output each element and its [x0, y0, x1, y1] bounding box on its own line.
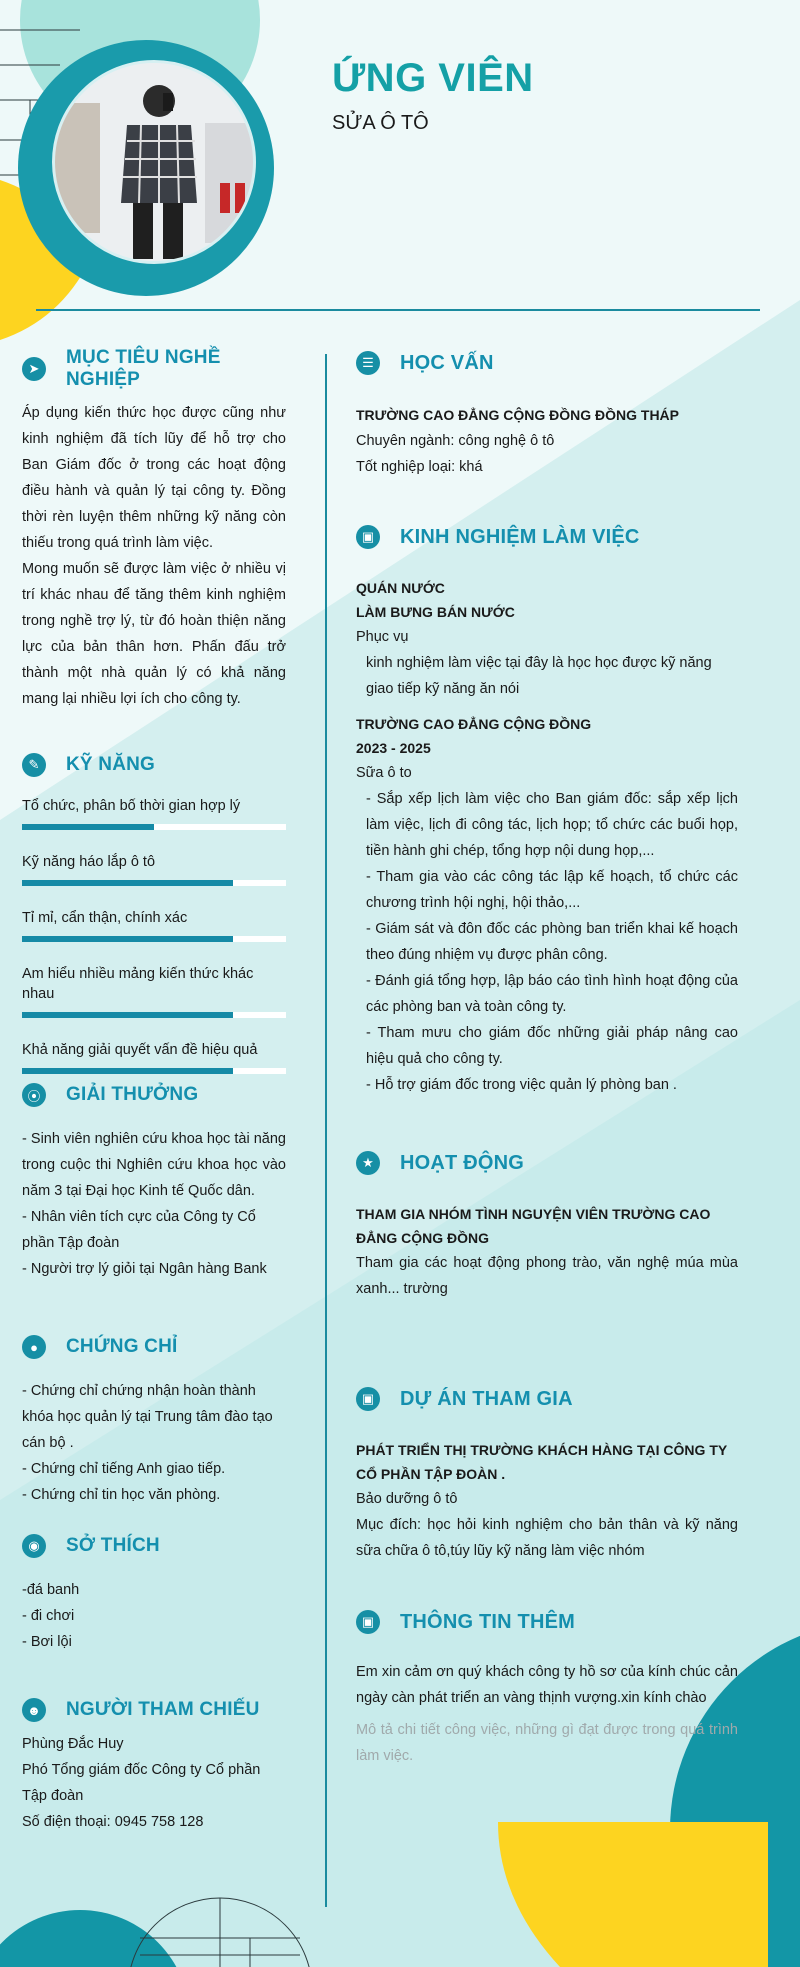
skill-item: [22, 1040, 286, 1074]
projects-section: [356, 1382, 738, 1564]
skills-section: [22, 748, 286, 1096]
skill-bar: [22, 936, 286, 942]
education-section: [356, 346, 738, 480]
skill-item: [22, 796, 286, 830]
section-title: KINH NGHIỆM LÀM VIỆC: [400, 525, 640, 548]
job-description: - Giám sát và đôn đốc các phòng ban triển khai kế hoạch theo đúng nhiệm vụ được phân công.: [366, 921, 738, 963]
section-title: HỌC VẤN: [400, 351, 494, 374]
more-info-placeholder: Mô tả chi tiết công việc, những gì đạt được trong quá trình làm việc.: [356, 1722, 738, 1764]
certificates-section: [22, 1330, 286, 1508]
skill-bar: [22, 1012, 286, 1018]
skill-name: Kỹ năng háo lắp ô tô: [22, 854, 156, 870]
graduation-grade: Tốt nghiệp loại: khá: [356, 459, 483, 475]
skill-item: [22, 852, 286, 886]
section-title: GIẢI THƯỞNG: [66, 1084, 199, 1105]
section-title: DỰ ÁN THAM GIA: [400, 1387, 573, 1410]
skill-name: Tổ chức, phân bố thời gian hợp lý: [22, 798, 241, 814]
layers-icon: ☰: [356, 351, 380, 375]
job-description: - Tham mưu cho giám đốc những giải pháp nâng cao hiệu quả cho công ty.: [366, 1025, 738, 1067]
award-item: - Người trợ lý giỏi tại Ngân hàng Bank: [22, 1261, 267, 1277]
pencil-icon: ✎: [22, 753, 46, 777]
section-title: HOẠT ĐỘNG: [400, 1151, 525, 1174]
project-role: Bảo dưỡng ô tô: [356, 1491, 458, 1507]
career-goal-paragraph-2: Mong muốn sẽ được làm việc ở nhiều vị trí khác nhau để tăng thêm kinh nghiệm trong nghề trợ lý, từ đó hoàn thiện năng lực của bản thân hơn. Phấn đấu trở thành một nhà quản lý có khả năng mang lại nhiều lợi ích cho công ty.: [22, 561, 286, 707]
hobbies-section: [22, 1529, 286, 1655]
skill-bar: [22, 880, 286, 886]
column-divider: [325, 354, 327, 1907]
avatar: [52, 60, 256, 264]
skill-bar-fill: [22, 1068, 233, 1074]
more-info-section: [356, 1605, 738, 1769]
activities-section: [356, 1146, 738, 1302]
experience-item: [356, 576, 738, 702]
job-description: kinh nghiệm làm việc tại đây là học học được kỹ năng giao tiếp kỹ năng ăn nói: [366, 655, 712, 697]
user-icon: ☻: [22, 1698, 46, 1722]
section-title: MỤC TIÊU NGHỀ NGHIỆP: [66, 347, 221, 390]
hobby-item: - đi chơi: [22, 1608, 75, 1624]
certificate-item: - Chứng chỉ tin học văn phòng.: [22, 1487, 221, 1503]
activity-organization: THAM GIA NHÓM TÌNH NGUYỆN VIÊN TRƯỜNG CAO ĐẲNG CỘNG ĐỒNG: [356, 1206, 711, 1246]
company-name: QUÁN NƯỚC: [356, 580, 445, 596]
gamepad-icon: ◉: [22, 1534, 46, 1558]
page-subtitle: SỬA Ô TÔ: [332, 112, 429, 134]
skills-list: [22, 796, 286, 1074]
job-period: 2023 - 2025: [356, 740, 431, 756]
skill-bar: [22, 824, 286, 830]
skill-item: [22, 908, 286, 942]
skill-name: Khả năng giải quyết vấn đề hiệu quả: [22, 1042, 258, 1058]
hobby-item: -đá banh: [22, 1582, 80, 1598]
person-photo-icon: [55, 63, 256, 264]
skill-bar-fill: [22, 824, 154, 830]
briefcase-icon: ▣: [356, 525, 380, 549]
section-title: THÔNG TIN THÊM: [400, 1610, 576, 1633]
info-card-icon: ▣: [356, 1610, 380, 1634]
references-section: [22, 1693, 286, 1835]
certificate-item: - Chứng chỉ chứng nhận hoàn thành khóa học quản lý tại Trung tâm đào tạo cán bộ .: [22, 1383, 273, 1451]
job-description: - Đánh giá tổng hợp, lập báo cáo tình hình hoạt động của các phòng ban và toàn công ty.: [366, 973, 738, 1015]
company-name: TRƯỜNG CAO ĐẲNG CỘNG ĐỒNG: [356, 716, 592, 732]
reference-name: Phùng Đắc Huy: [22, 1736, 124, 1752]
job-role: LÀM BƯNG BÁN NƯỚC: [356, 604, 515, 620]
award-item: - Sinh viên nghiên cứu khoa học tài năng trong cuộc thi Nghiên cứu khoa học vào năm 3 tại Đại học Kinh tế Quốc dân.: [22, 1131, 286, 1199]
more-info-text: Em xin cảm ơn quý khách công ty hồ sơ của kính chúc cản ngày càn phát triển an vàng thịnh vượng.xin kính chào: [356, 1664, 738, 1706]
job-position: Phục vụ: [356, 629, 409, 645]
folder-icon: ▣: [356, 1387, 380, 1411]
group-icon: ★: [356, 1151, 380, 1175]
compass-icon: ⦿: [22, 1083, 46, 1107]
career-goal-paragraph-1: Áp dụng kiến thức học được cũng như kinh nghiệm đã tích lũy để hỗ trợ cho Ban Giám đốc ở trong các hoạt động điều hành và quản lý tại công ty. Đồng thời rèn luyện thêm những kỹ năng còn thiếu trong quá trình làm việc.: [22, 405, 286, 551]
header-divider: [36, 309, 760, 311]
job-position: Sữa ô to: [356, 765, 412, 781]
skill-name: Am hiểu nhiều mảng kiến thức khác nhau: [22, 966, 254, 1002]
certificate-item: - Chứng chỉ tiếng Anh giao tiếp.: [22, 1461, 226, 1477]
section-title: KỸ NĂNG: [66, 754, 156, 775]
skill-item: [22, 964, 286, 1018]
skill-bar-fill: [22, 936, 233, 942]
experience-item: [356, 712, 738, 1098]
job-description: - Tham gia vào các công tác lập kế hoạch, tổ chức các chương trình hội nghị, hội thảo,...: [366, 869, 738, 911]
reference-position: Phó Tổng giám đốc Công ty Cổ phần Tập đoàn: [22, 1762, 261, 1804]
section-title: CHỨNG CHỈ: [66, 1336, 178, 1357]
skill-bar: [22, 1068, 286, 1074]
job-description: - Sắp xếp lịch làm việc cho Ban giám đốc: sắp xếp lịch làm việc, lịch đi công tác, lịch họp; tổ chức các buổi họp, tiền hành ghi chép, tổng hợp nội dung họp,...: [366, 791, 738, 859]
skill-bar-fill: [22, 1012, 233, 1018]
project-name: PHÁT TRIỂN THỊ TRƯỜNG KHÁCH HÀNG TẠI CÔNG TY CỔ PHẦN TẬP ĐOÀN .: [356, 1442, 727, 1482]
school-name: TRƯỜNG CAO ĐẲNG CỘNG ĐỒNG ĐỒNG THÁP: [356, 407, 679, 423]
awards-section: [22, 1078, 286, 1282]
page-title: ỨNG VIÊN: [332, 56, 534, 100]
career-goal-section: [22, 347, 286, 712]
major: Chuyên ngành: công nghệ ô tô: [356, 433, 555, 449]
skill-name: Tỉ mỉ, cẩn thận, chính xác: [22, 910, 188, 926]
hobby-item: - Bơi lội: [22, 1634, 72, 1650]
skill-bar-fill: [22, 880, 233, 886]
section-title: SỞ THÍCH: [66, 1535, 160, 1556]
project-goal: Mục đích: học hỏi kinh nghiệm cho bản thân và kỹ năng sữa chữa ô tô,túy lũy kỹ năng làm việc nhóm: [356, 1517, 738, 1559]
award-item: - Nhân viên tích cực của Công ty Cổ phần Tập đoàn: [22, 1209, 256, 1251]
job-description: - Hỗ trợ giám đốc trong việc quản lý phòng ban .: [366, 1077, 677, 1093]
activity-description: Tham gia các hoạt động phong trào, văn nghệ múa mùa xanh... trường: [356, 1255, 738, 1297]
location-pin-icon: ●: [22, 1335, 46, 1359]
section-title: NGƯỜI THAM CHIẾU: [66, 1699, 260, 1720]
pin-icon: ➤: [22, 357, 46, 381]
experience-section: [356, 520, 738, 1098]
reference-phone: Số điện thoại: 0945 758 128: [22, 1814, 204, 1830]
